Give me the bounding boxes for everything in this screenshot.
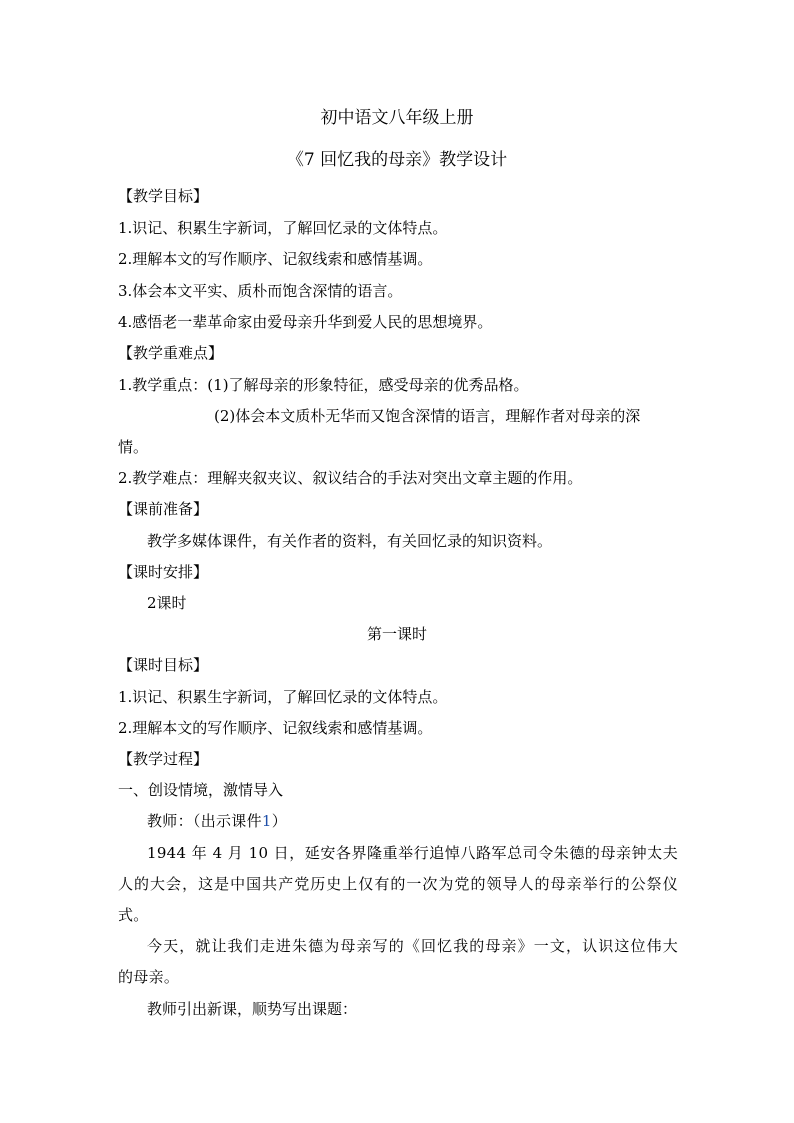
step-title: 一、创设情境，激情导入 (118, 781, 284, 799)
key-point-line: (2)体会本文质朴无华而又饱含深情的语言，理解作者对母亲的深 (214, 407, 641, 425)
section-heading-key-points: 【教学重难点】 (118, 344, 224, 362)
lesson-title: 第一课时 (366, 625, 427, 643)
section-heading-objectives: 【教学目标】 (118, 187, 209, 205)
lesson-objective-item: 2.理解本文的写作顺序、记叙线索和感情基调。 (118, 719, 433, 737)
schedule-text: 2课时 (147, 594, 187, 612)
paragraph-line: 人的大会，这是中国共产党历史上仅有的一次为党的领导人的母亲举行的公祭仪 (118, 875, 678, 893)
document-subtitle: 《7 回忆我的母亲》教学设计 (286, 150, 508, 170)
objective-item: 1.识记、积累生字新词，了解回忆录的文体特点。 (118, 219, 448, 237)
teacher-line (147, 811, 707, 831)
section-heading-lesson-objectives: 【课时目标】 (118, 656, 209, 674)
objective-item: 4.感悟老一辈革命家由爱母亲升华到爱人民的思想境界。 (118, 313, 493, 331)
paragraph-line: 式。 (118, 906, 149, 924)
paragraph-line: 今天，就让我们走进朱德为母亲写的《回忆我的母亲》一文，认识这位伟大 (147, 937, 678, 955)
paragraph-line: 1944 年 4 月 10 日，延安各界隆重举行追悼八路军总司令朱德的母亲钟太夫 (147, 844, 678, 862)
teacher-suffix: ） (271, 812, 288, 830)
key-point-line: 情。 (118, 438, 149, 456)
section-heading-preparation: 【课前准备】 (118, 500, 209, 518)
document-title: 初中语文八年级上册 (320, 108, 474, 128)
objective-item: 2.理解本文的写作顺序、记叙线索和感情基调。 (118, 250, 433, 268)
closing-line: 教师引出新课，顺势写出课题： (147, 1000, 358, 1018)
section-heading-schedule: 【课时安排】 (118, 563, 209, 581)
difficulty-line: 2.教学难点：理解夹叙夹议、叙议结合的手法对突出文章主题的作用。 (118, 469, 583, 487)
paragraph-line: 的母亲。 (118, 968, 180, 986)
slide-number: 1 (261, 812, 272, 830)
preparation-text: 教学多媒体课件，有关作者的资料，有关回忆录的知识资料。 (147, 532, 553, 550)
lesson-objective-item: 1.识记、积累生字新词，了解回忆录的文体特点。 (118, 688, 448, 706)
teacher-prefix: 教师：（出示课件 (147, 812, 262, 830)
key-point-line: 1.教学重点：(1)了解母亲的形象特征，感受母亲的优秀品格。 (118, 376, 529, 394)
objective-item: 3.体会本文平实、质朴而饱含深情的语言。 (118, 282, 403, 300)
section-heading-process: 【教学过程】 (118, 750, 209, 768)
